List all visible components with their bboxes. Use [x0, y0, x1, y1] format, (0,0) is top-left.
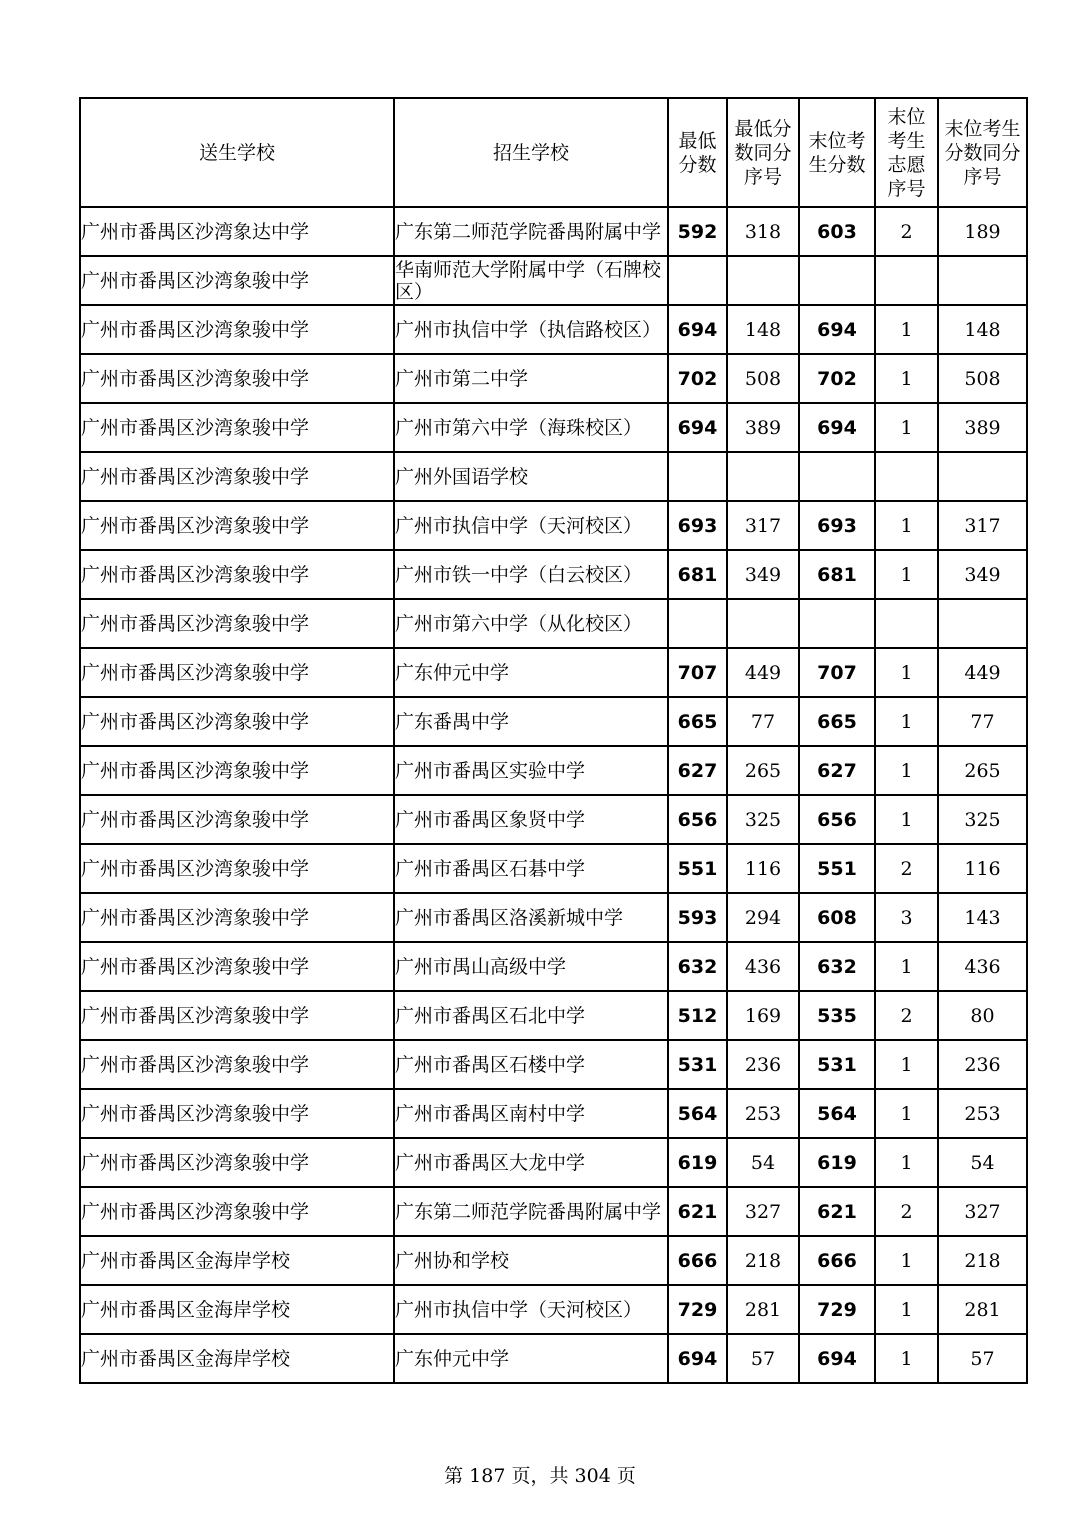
- table-row: [80, 599, 1027, 648]
- min-score-cell: 694: [668, 403, 727, 452]
- table-row: [80, 452, 1027, 501]
- last-score-cell: 694: [799, 1334, 875, 1383]
- min-rank-cell: 318: [727, 207, 799, 256]
- recv-school-cell: 广州外国语学校: [394, 452, 668, 501]
- table-row: [80, 1138, 1027, 1187]
- header-min-score: 最低分数: [668, 98, 727, 207]
- recv-school-cell: 广州市执信中学（天河校区）: [394, 1285, 668, 1334]
- send-school-cell: 广州市番禺区沙湾象骏中学: [80, 942, 394, 991]
- last-score-cell: [799, 599, 875, 648]
- min-score-cell: 702: [668, 354, 727, 403]
- last-rank-cell: 281: [938, 1285, 1027, 1334]
- min-rank-cell: 236: [727, 1040, 799, 1089]
- last-score-cell: 632: [799, 942, 875, 991]
- recv-school-cell: 广州市第六中学（从化校区）: [394, 599, 668, 648]
- recv-school-cell: 广东第二师范学院番禺附属中学: [394, 1187, 668, 1236]
- last-pref-cell: 1: [875, 354, 938, 403]
- recv-school-cell: 广州市第六中学（海珠校区）: [394, 403, 668, 452]
- send-school-cell: 广州市番禺区沙湾象骏中学: [80, 452, 394, 501]
- min-score-cell: 707: [668, 648, 727, 697]
- recv-school-cell: 华南师范大学附属中学（石牌校区）: [394, 256, 668, 305]
- send-school-cell: 广州市番禺区沙湾象骏中学: [80, 599, 394, 648]
- last-score-cell: 621: [799, 1187, 875, 1236]
- table-row: [80, 844, 1027, 893]
- last-rank-cell: 325: [938, 795, 1027, 844]
- table-row: [80, 403, 1027, 452]
- min-rank-cell: 218: [727, 1236, 799, 1285]
- table-row: [80, 746, 1027, 795]
- last-score-cell: 551: [799, 844, 875, 893]
- last-pref-cell: 1: [875, 550, 938, 599]
- last-pref-cell: 1: [875, 403, 938, 452]
- last-score-cell: 729: [799, 1285, 875, 1334]
- last-rank-cell: 508: [938, 354, 1027, 403]
- min-rank-cell: 349: [727, 550, 799, 599]
- recv-school-cell: 广东仲元中学: [394, 1334, 668, 1383]
- send-school-cell: 广州市番禺区沙湾象达中学: [80, 207, 394, 256]
- recv-school-cell: 广州市执信中学（天河校区）: [394, 501, 668, 550]
- table-row: [80, 697, 1027, 746]
- last-rank-cell: 77: [938, 697, 1027, 746]
- min-score-cell: [668, 256, 727, 305]
- recv-school-cell: 广州市番禺区大龙中学: [394, 1138, 668, 1187]
- recv-school-cell: 广州市铁一中学（白云校区）: [394, 550, 668, 599]
- last-pref-cell: 3: [875, 893, 938, 942]
- last-score-cell: 564: [799, 1089, 875, 1138]
- min-score-cell: 593: [668, 893, 727, 942]
- min-rank-cell: 325: [727, 795, 799, 844]
- last-rank-cell: 54: [938, 1138, 1027, 1187]
- send-school-cell: 广州市番禺区金海岸学校: [80, 1334, 394, 1383]
- last-pref-cell: 2: [875, 844, 938, 893]
- min-score-cell: 694: [668, 305, 727, 354]
- last-pref-cell: 1: [875, 1334, 938, 1383]
- last-score-cell: 702: [799, 354, 875, 403]
- min-rank-cell: 169: [727, 991, 799, 1040]
- last-pref-cell: 1: [875, 795, 938, 844]
- send-school-cell: 广州市番禺区沙湾象骏中学: [80, 550, 394, 599]
- last-rank-cell: 265: [938, 746, 1027, 795]
- send-school-cell: 广州市番禺区沙湾象骏中学: [80, 501, 394, 550]
- min-rank-cell: [727, 599, 799, 648]
- table-row: [80, 550, 1027, 599]
- min-rank-cell: 148: [727, 305, 799, 354]
- min-rank-cell: 436: [727, 942, 799, 991]
- min-score-cell: 665: [668, 697, 727, 746]
- last-rank-cell: 253: [938, 1089, 1027, 1138]
- last-rank-cell: 148: [938, 305, 1027, 354]
- last-rank-cell: 143: [938, 893, 1027, 942]
- header-recv-school: 招生学校: [394, 98, 668, 207]
- last-rank-cell: 116: [938, 844, 1027, 893]
- table-row: [80, 942, 1027, 991]
- table-row: [80, 1089, 1027, 1138]
- send-school-cell: 广州市番禺区沙湾象骏中学: [80, 648, 394, 697]
- send-school-cell: 广州市番禺区金海岸学校: [80, 1236, 394, 1285]
- header-row: [80, 98, 1027, 207]
- min-rank-cell: 281: [727, 1285, 799, 1334]
- last-score-cell: 665: [799, 697, 875, 746]
- send-school-cell: 广州市番禺区沙湾象骏中学: [80, 795, 394, 844]
- min-score-cell: [668, 452, 727, 501]
- min-score-cell: 619: [668, 1138, 727, 1187]
- last-score-cell: 656: [799, 795, 875, 844]
- last-pref-cell: [875, 599, 938, 648]
- table-body: [80, 207, 1027, 1383]
- min-score-cell: 666: [668, 1236, 727, 1285]
- send-school-cell: 广州市番禺区沙湾象骏中学: [80, 1089, 394, 1138]
- recv-school-cell: 广州市番禺区石碁中学: [394, 844, 668, 893]
- min-score-cell: 656: [668, 795, 727, 844]
- min-rank-cell: 294: [727, 893, 799, 942]
- send-school-cell: 广州市番禺区沙湾象骏中学: [80, 697, 394, 746]
- header-last-rank: 末位考生分数同分序号: [938, 98, 1027, 207]
- send-school-cell: 广州市番禺区沙湾象骏中学: [80, 991, 394, 1040]
- table-row: [80, 207, 1027, 256]
- last-pref-cell: [875, 452, 938, 501]
- send-school-cell: 广州市番禺区沙湾象骏中学: [80, 844, 394, 893]
- header-last-pref: 末位考生志愿序号: [875, 98, 938, 207]
- last-rank-cell: 218: [938, 1236, 1027, 1285]
- last-score-cell: [799, 256, 875, 305]
- min-score-cell: 621: [668, 1187, 727, 1236]
- last-rank-cell: 389: [938, 403, 1027, 452]
- last-rank-cell: 349: [938, 550, 1027, 599]
- min-score-cell: 694: [668, 1334, 727, 1383]
- admission-table: [79, 97, 1028, 1384]
- header-min-rank: 最低分数同分序号: [727, 98, 799, 207]
- last-pref-cell: 1: [875, 1089, 938, 1138]
- recv-school-cell: 广州市禺山高级中学: [394, 942, 668, 991]
- min-score-cell: 551: [668, 844, 727, 893]
- min-score-cell: 681: [668, 550, 727, 599]
- last-rank-cell: 327: [938, 1187, 1027, 1236]
- last-rank-cell: [938, 256, 1027, 305]
- last-rank-cell: 236: [938, 1040, 1027, 1089]
- table-row: [80, 1040, 1027, 1089]
- send-school-cell: 广州市番禺区沙湾象骏中学: [80, 1138, 394, 1187]
- send-school-cell: 广州市番禺区沙湾象骏中学: [80, 354, 394, 403]
- min-score-cell: 627: [668, 746, 727, 795]
- recv-school-cell: 广州市番禺区象贤中学: [394, 795, 668, 844]
- last-pref-cell: 1: [875, 697, 938, 746]
- recv-school-cell: 广州市番禺区南村中学: [394, 1089, 668, 1138]
- last-pref-cell: 2: [875, 1187, 938, 1236]
- last-pref-cell: 1: [875, 1236, 938, 1285]
- last-pref-cell: [875, 256, 938, 305]
- recv-school-cell: 广东第二师范学院番禺附属中学: [394, 207, 668, 256]
- last-score-cell: 694: [799, 305, 875, 354]
- recv-school-cell: 广州市第二中学: [394, 354, 668, 403]
- last-score-cell: 694: [799, 403, 875, 452]
- min-rank-cell: 508: [727, 354, 799, 403]
- table-row: [80, 354, 1027, 403]
- last-score-cell: 603: [799, 207, 875, 256]
- min-rank-cell: 116: [727, 844, 799, 893]
- min-rank-cell: [727, 256, 799, 305]
- table-row: [80, 795, 1027, 844]
- send-school-cell: 广州市番禺区沙湾象骏中学: [80, 746, 394, 795]
- table-row: [80, 501, 1027, 550]
- min-score-cell: 632: [668, 942, 727, 991]
- min-score-cell: 592: [668, 207, 727, 256]
- table-row: [80, 1334, 1027, 1383]
- table-row: [80, 256, 1027, 305]
- min-rank-cell: 317: [727, 501, 799, 550]
- recv-school-cell: 广州市番禺区实验中学: [394, 746, 668, 795]
- send-school-cell: 广州市番禺区沙湾象骏中学: [80, 256, 394, 305]
- recv-school-cell: 广东仲元中学: [394, 648, 668, 697]
- last-rank-cell: 57: [938, 1334, 1027, 1383]
- last-rank-cell: 449: [938, 648, 1027, 697]
- last-rank-cell: 317: [938, 501, 1027, 550]
- min-rank-cell: [727, 452, 799, 501]
- recv-school-cell: 广州市番禺区洛溪新城中学: [394, 893, 668, 942]
- header-send-school: 送生学校: [80, 98, 394, 207]
- last-score-cell: 608: [799, 893, 875, 942]
- table-row: [80, 648, 1027, 697]
- recv-school-cell: 广州市执信中学（执信路校区）: [394, 305, 668, 354]
- last-pref-cell: 1: [875, 501, 938, 550]
- min-rank-cell: 77: [727, 697, 799, 746]
- page-footer: 第 187 页，共 304 页: [444, 1465, 636, 1487]
- last-score-cell: [799, 452, 875, 501]
- table-row: [80, 1187, 1027, 1236]
- min-rank-cell: 327: [727, 1187, 799, 1236]
- last-score-cell: 627: [799, 746, 875, 795]
- last-score-cell: 666: [799, 1236, 875, 1285]
- send-school-cell: 广州市番禺区沙湾象骏中学: [80, 305, 394, 354]
- recv-school-cell: 广州市番禺区石北中学: [394, 991, 668, 1040]
- min-score-cell: 512: [668, 991, 727, 1040]
- last-rank-cell: [938, 599, 1027, 648]
- last-rank-cell: 189: [938, 207, 1027, 256]
- min-rank-cell: 253: [727, 1089, 799, 1138]
- last-pref-cell: 1: [875, 1138, 938, 1187]
- min-score-cell: 693: [668, 501, 727, 550]
- last-pref-cell: 2: [875, 991, 938, 1040]
- last-score-cell: 693: [799, 501, 875, 550]
- min-score-cell: 531: [668, 1040, 727, 1089]
- table-row: [80, 305, 1027, 354]
- send-school-cell: 广州市番禺区沙湾象骏中学: [80, 1040, 394, 1089]
- send-school-cell: 广州市番禺区沙湾象骏中学: [80, 403, 394, 452]
- last-score-cell: 531: [799, 1040, 875, 1089]
- table-row: [80, 893, 1027, 942]
- last-rank-cell: 436: [938, 942, 1027, 991]
- last-score-cell: 681: [799, 550, 875, 599]
- table-row: [80, 1285, 1027, 1334]
- send-school-cell: 广州市番禺区金海岸学校: [80, 1285, 394, 1334]
- last-score-cell: 619: [799, 1138, 875, 1187]
- last-pref-cell: 1: [875, 648, 938, 697]
- recv-school-cell: 广州协和学校: [394, 1236, 668, 1285]
- recv-school-cell: 广州市番禺区石楼中学: [394, 1040, 668, 1089]
- last-pref-cell: 1: [875, 1285, 938, 1334]
- table-row: [80, 1236, 1027, 1285]
- min-rank-cell: 449: [727, 648, 799, 697]
- table-row: [80, 991, 1027, 1040]
- last-score-cell: 707: [799, 648, 875, 697]
- last-pref-cell: 2: [875, 207, 938, 256]
- last-pref-cell: 1: [875, 746, 938, 795]
- recv-school-cell: 广东番禺中学: [394, 697, 668, 746]
- last-pref-cell: 1: [875, 1040, 938, 1089]
- min-rank-cell: 54: [727, 1138, 799, 1187]
- min-score-cell: 564: [668, 1089, 727, 1138]
- last-rank-cell: [938, 452, 1027, 501]
- min-rank-cell: 57: [727, 1334, 799, 1383]
- min-score-cell: [668, 599, 727, 648]
- min-rank-cell: 389: [727, 403, 799, 452]
- last-pref-cell: 1: [875, 942, 938, 991]
- send-school-cell: 广州市番禺区沙湾象骏中学: [80, 893, 394, 942]
- send-school-cell: 广州市番禺区沙湾象骏中学: [80, 1187, 394, 1236]
- header-last-score: 末位考生分数: [799, 98, 875, 207]
- min-score-cell: 729: [668, 1285, 727, 1334]
- last-rank-cell: 80: [938, 991, 1027, 1040]
- last-score-cell: 535: [799, 991, 875, 1040]
- last-pref-cell: 1: [875, 305, 938, 354]
- min-rank-cell: 265: [727, 746, 799, 795]
